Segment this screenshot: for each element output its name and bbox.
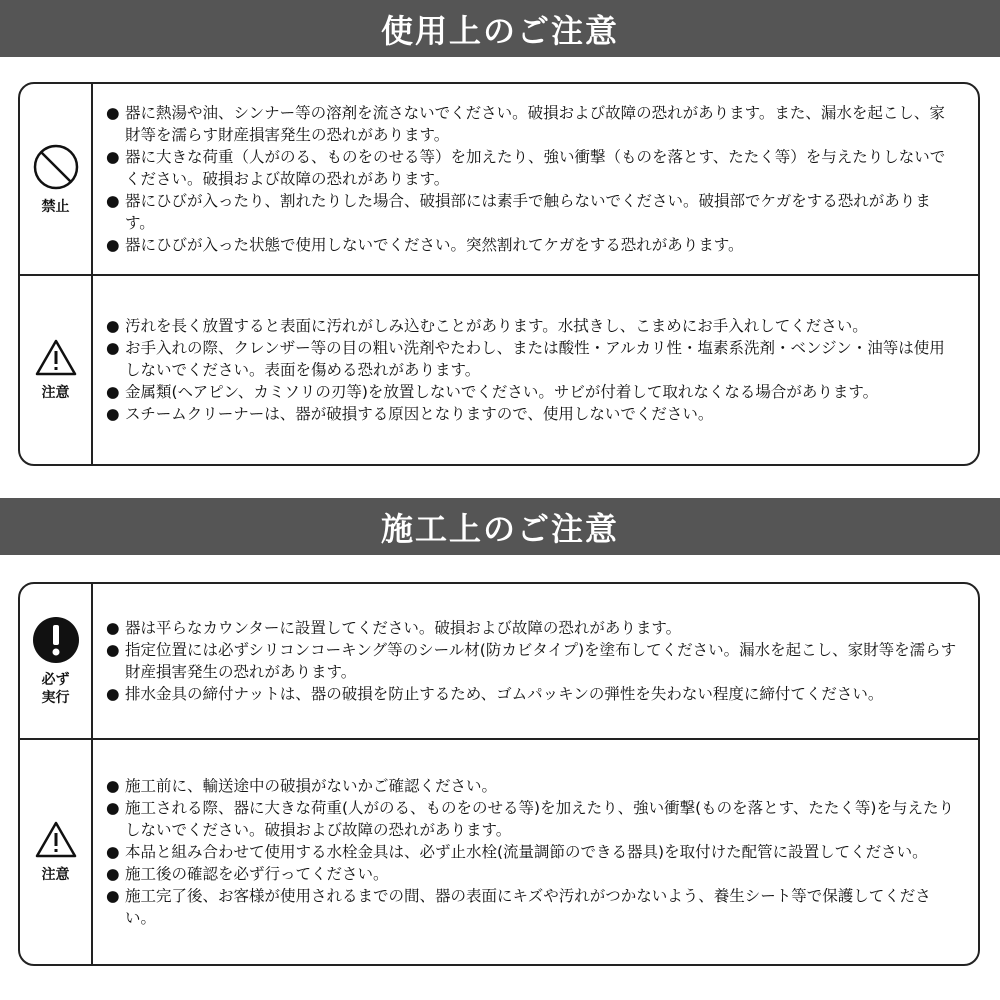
list-item: ● 本品と組み合わせて使用する水栓金具は、必ず止水栓(流量調節のできる器具)を取付けた配管に設置してください。 — [106, 841, 960, 863]
mandatory-label — [42, 671, 70, 707]
list-item: ● お手入れの際、クレンザー等の目の粗い洗剤やたわし、または酸性・アルカリ性・塩素系洗剤・ベンジン・油等は使用しないでください。表面を傷める恐れがあります。 — [106, 337, 960, 381]
install-caution-icon-cell — [20, 740, 93, 964]
list-item: ● 施工後の確認を必ず行ってください。 — [106, 863, 960, 885]
warning-triangle-icon — [34, 820, 78, 860]
install-section-title: 施工上のご注意 — [380, 509, 619, 548]
usage-prohibit-icon-cell — [20, 84, 93, 274]
install-mandatory-icon-cell — [20, 584, 93, 738]
install-mandatory-row — [20, 584, 978, 738]
usage-caution-list — [106, 276, 960, 464]
usage-section-title: 使用上のご注意 — [380, 11, 619, 50]
list-item: ● 指定位置には必ずシリコンコーキング等のシール材(防カビタイプ)を塗布してください。漏水を起こし、家財等を濡らす財産損害発生の恐れがあります。 — [106, 639, 960, 683]
install-notice-card — [18, 582, 980, 966]
usage-caution-icon-cell — [20, 276, 93, 464]
mandatory-label-line2: 実行 — [41, 690, 70, 706]
install-section-banner — [0, 498, 1000, 555]
list-item: ● 器にひびが入ったり、割れたりした場合、破損部には素手で触らないでください。破損部でケガをする恐れがあります。 — [106, 190, 960, 234]
install-caution-row — [20, 738, 978, 964]
list-item: ● 器にひびが入った状態で使用しないでください。突然割れてケガをする恐れがあります。 — [106, 234, 960, 256]
list-item: ● 器に熱湯や油、シンナー等の溶剤を流さないでください。破損および故障の恐れがあります。また、漏水を起こし、家財等を濡らす財産損害発生の恐れがあります。 — [106, 102, 960, 146]
install-caution-list — [106, 740, 960, 964]
prohibit-icon — [31, 142, 81, 192]
list-item: ● 器は平らなカウンターに設置してください。破損および故障の恐れがあります。 — [106, 617, 960, 639]
list-item: ● 金属類(ヘアピン、カミソリの刃等)を放置しないでください。サビが付着して取れなくなる場合があります。 — [106, 381, 960, 403]
usage-prohibit-row — [20, 84, 978, 274]
list-item: ● 器に大きな荷重（人がのる、ものをのせる等）を加えたり、強い衝撃（ものを落とす、たたく等）を与えたりしないでください。破損および故障の恐れがあります。 — [106, 146, 960, 190]
list-item: ● 排水金具の締付ナットは、器の破損を防止するため、ゴムパッキンの弾性を失わない程度に締付てください。 — [106, 683, 960, 705]
usage-notice-card — [18, 82, 980, 466]
list-item: ● 汚れを長く放置すると表面に汚れがしみ込むことがあります。水拭きし、こまめにお手入れしてください。 — [106, 315, 960, 337]
usage-prohibit-list — [106, 84, 960, 274]
exclamation-circle-icon — [31, 615, 81, 665]
list-item: ● 施工される際、器に大きな荷重(人がのる、ものをのせる等)を加えたり、強い衝撃(ものを落とす、たたく等)を与えたりしないでください。破損および故障の恐れがあります。 — [106, 797, 960, 841]
warning-triangle-icon — [34, 338, 78, 378]
caution-label: 注意 — [41, 867, 70, 883]
list-item: ● 施工前に、輸送途中の破損がないかご確認ください。 — [106, 775, 960, 797]
caution-label: 注意 — [41, 385, 70, 401]
list-item: ● 施工完了後、お客様が使用されるまでの間、器の表面にキズや汚れがつかないよう、養生シート等で保護してください。 — [106, 885, 960, 929]
usage-caution-row — [20, 274, 978, 464]
list-item: ● スチームクリーナーは、器が破損する原因となりますので、使用しないでください。 — [106, 403, 960, 425]
usage-section-banner — [0, 0, 1000, 57]
install-mandatory-list — [106, 584, 960, 738]
mandatory-label-line1: 必ず — [41, 672, 70, 688]
prohibit-label: 禁止 — [41, 199, 70, 215]
